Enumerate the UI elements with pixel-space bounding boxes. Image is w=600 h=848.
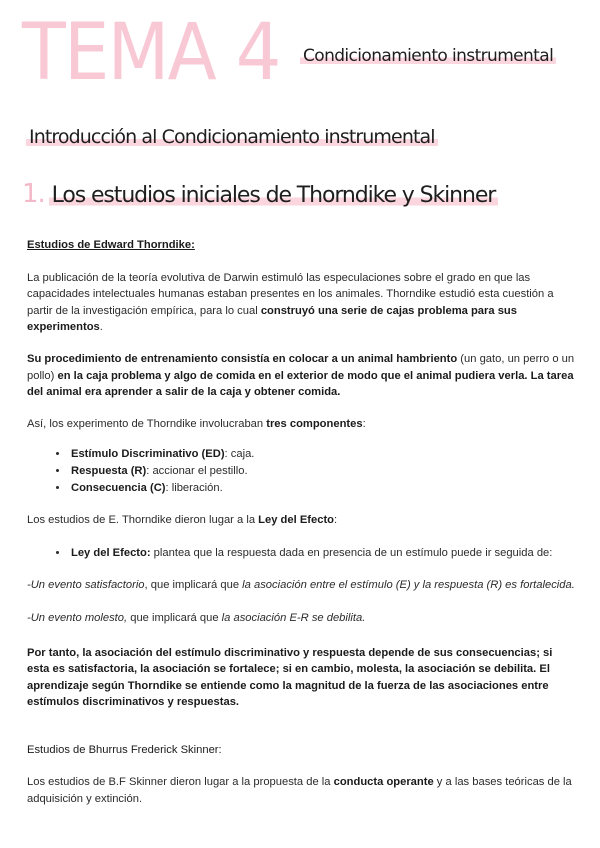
skinner-heading: Estudios de Bhurrus Frederick Skinner: <box>27 743 222 756</box>
component-text: : liberación. <box>165 481 223 494</box>
p4-text-a: Los estudios de E. Thorndike dieron lugar a la <box>27 514 259 527</box>
p3-text-b: tres componentes <box>266 417 363 430</box>
subject-title <box>300 46 556 66</box>
p3-text-a: Así, los experimento de Thorndike involucraban <box>27 417 267 430</box>
document-body <box>27 230 575 808</box>
list-item <box>69 545 575 562</box>
sat-text-a: -Un evento satisfactorio <box>27 579 145 592</box>
thorndike-paragraph-4 <box>27 512 575 529</box>
section-title-text: Los estudios iniciales de Thorndike y Skinner <box>49 183 499 208</box>
list-item <box>69 463 575 480</box>
p4-text-c: : <box>334 514 338 527</box>
p2-text-c: en la caja problema y algo de comida en el exterior de modo que el animal pudiera verla. La tarea del animal era aprender a salir de la caja y obtener comida. <box>27 369 574 399</box>
mol-text-b: que implicará que <box>127 611 222 624</box>
p4-text-b: Ley del Efecto <box>258 514 335 527</box>
list-item <box>69 446 575 463</box>
intro-title-text: Introducción al Condicionamiento instrumental <box>26 126 438 148</box>
thorndike-paragraph-1 <box>27 270 575 336</box>
intro-title <box>26 126 438 148</box>
annoying-event <box>27 610 575 627</box>
law-list <box>27 545 575 562</box>
section-number: 1. <box>22 179 45 209</box>
sat-text-c: la asociación entre el estímulo (E) y la respuesta (R) es fortalecida. <box>242 579 575 592</box>
skinner-paragraph-1 <box>27 774 575 807</box>
mol-text-a: -Un evento molesto, <box>27 611 128 624</box>
tema-title: TEMA 4 <box>22 8 280 98</box>
sat-text-b: , que implicará que <box>144 579 243 592</box>
p1-text-b: construyó una serie de cajas problema para sus experimentos <box>27 304 517 334</box>
sk-text-c: y a las bases teóricas de la adquisición y extinción. <box>27 776 572 806</box>
section-title <box>22 179 498 209</box>
component-text: : accionar el pestillo. <box>146 464 248 477</box>
p1-text-c: . <box>99 321 103 334</box>
p5-text: Por tanto, la asociación del estímulo discriminativo y respuesta depende de sus consecuencias; si esta es satisfactoria, la asociación se fortalece; si en cambio, molesta, la asociación se debilita. El aprendizaje según Thorndike se entiende como la magnitud de la fuerza de las asociaciones entre estímulos discriminativos y respuestas. <box>27 646 553 709</box>
thorndike-paragraph-5 <box>27 645 575 711</box>
sk-text-b: conducta operante <box>333 776 434 789</box>
law-text: plantea que la respuesta dada en presencia de un estímulo puede ir seguida de: <box>150 546 553 559</box>
law-label: Ley del Efecto: <box>71 546 151 559</box>
subject-title-text: Condicionamiento instrumental <box>300 46 556 66</box>
component-label: Consecuencia (C) <box>71 481 166 494</box>
sk-text-a: Los estudios de B.F Skinner dieron lugar a la propuesta de la <box>27 776 334 789</box>
p2-text-a: Su procedimiento de entrenamiento consistía en colocar a un animal hambriento <box>27 352 458 365</box>
component-text: : caja. <box>224 448 255 461</box>
component-label: Respuesta (R) <box>71 464 147 477</box>
components-list <box>27 446 575 496</box>
thorndike-paragraph-2 <box>27 351 575 401</box>
p3-text-c: : <box>362 417 366 430</box>
mol-text-c: la asociación E-R se debilita. <box>221 611 366 624</box>
satisfying-event <box>27 577 575 594</box>
list-item <box>69 480 575 497</box>
component-label: Estímulo Discriminativo (ED) <box>71 448 225 461</box>
thorndike-heading: Estudios de Edward Thorndike: <box>27 239 195 251</box>
thorndike-paragraph-3 <box>27 416 575 433</box>
p1-text-a: La publicación de la teoría evolutiva de Darwin estimuló las especulaciones sobre el grado en que las capacidades intelectuales humanas estaban presentes en los animales. Thorndike estudió esta cuestión a partir de la investigación empírica, para lo cual <box>27 271 554 317</box>
p2-text-b: (un gato, un perro o un pollo) <box>27 352 575 382</box>
